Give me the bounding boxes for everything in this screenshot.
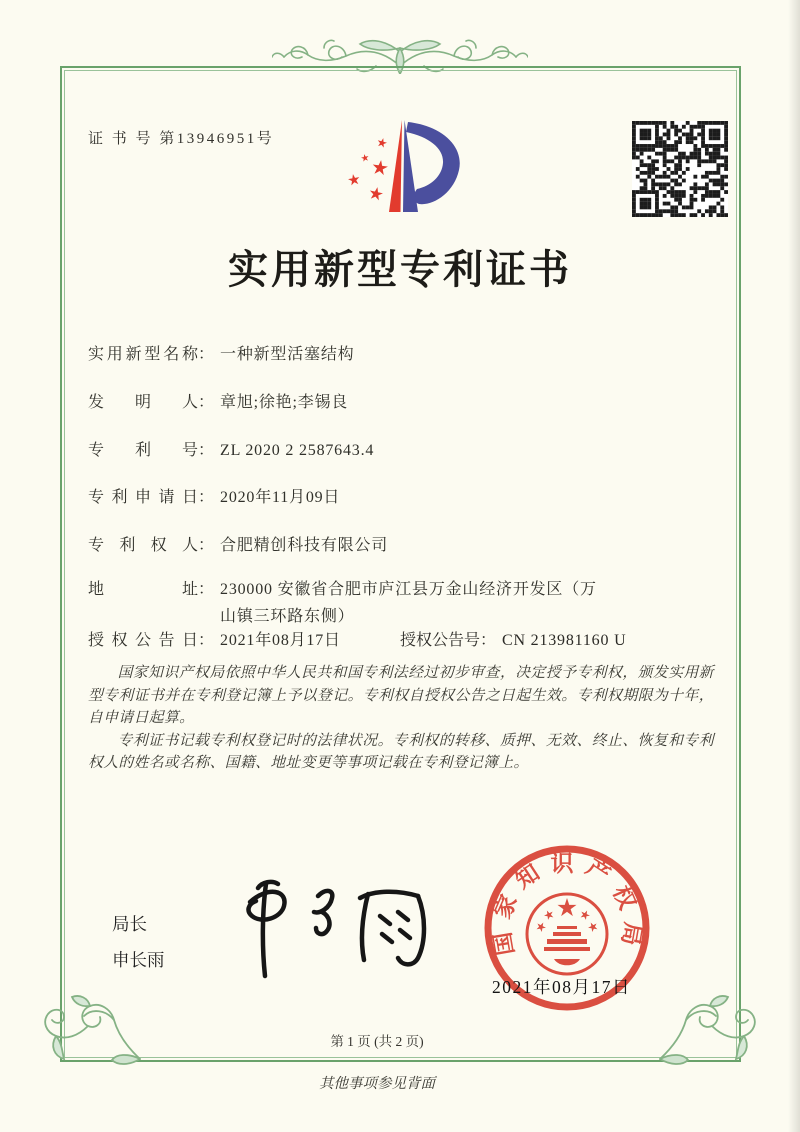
field-value: CN 213981160 U xyxy=(502,632,627,649)
field-label: 地址 xyxy=(88,581,198,598)
field-row-grant-no xyxy=(400,627,626,654)
field-value: 230000 安徽省合肥市庐江县万金山经济开发区（万山镇三环路东侧） xyxy=(220,581,597,625)
body-paragraph-2: 专利证书记载专利权登记时的法律状况。专利权的转移、质押、无效、终止、恢复和专利权人的姓名或名称、国籍、地址变更等事项记载在专利登记簿上。 xyxy=(88,732,714,772)
colon: ： xyxy=(198,394,215,411)
colon: ： xyxy=(198,442,215,459)
certificate-number: 证 书 号 第13946951号 xyxy=(88,131,275,147)
field-value: 一种新型活塞结构 xyxy=(220,346,355,363)
field-value: 2021年08月17日 xyxy=(220,632,341,649)
seal-date: 2021年08月17日 xyxy=(492,977,631,997)
field-row-patentee xyxy=(88,532,388,559)
signature-handwriting-icon xyxy=(222,868,437,986)
field-label: 实用新型名称 xyxy=(88,346,198,363)
director-title: 局长 xyxy=(112,914,147,934)
field-label: 专利号 xyxy=(88,442,198,459)
field-value: ZL 2020 2 2587643.4 xyxy=(220,442,375,459)
field-label: 授权公告日 xyxy=(88,632,198,649)
field-row-inventors xyxy=(88,389,348,416)
field-row-grant-date xyxy=(88,627,341,654)
director-name: 申长雨 xyxy=(112,950,165,970)
certificate-title: 实用新型专利证书 xyxy=(228,247,572,292)
field-value: 合肥精创科技有限公司 xyxy=(220,537,389,554)
cnipa-logo-icon xyxy=(332,110,476,228)
field-label: 授权公告号 xyxy=(400,632,481,649)
field-row-patent-no xyxy=(88,437,374,464)
field-row-address xyxy=(88,576,602,630)
colon: ： xyxy=(198,537,215,554)
national-emblem-icon xyxy=(527,894,607,974)
colon: ： xyxy=(480,632,497,649)
field-label: 专利申请日 xyxy=(88,489,198,506)
field-label: 专利权人 xyxy=(88,537,198,554)
legal-text xyxy=(88,662,714,775)
seal-text: 国家知识产权局 xyxy=(488,850,646,958)
body-paragraph-1: 国家知识产权局依照中华人民共和国专利法经过初步审查，决定授予专利权，颁发实用新型专利证书并在专利登记簿上予以登记。专利权自授权公告之日起生效。专利权期限为十年，自申请日起算。 xyxy=(88,665,714,727)
top-garland-ornament xyxy=(272,14,528,74)
colon: ： xyxy=(198,346,215,363)
colon: ： xyxy=(198,581,215,598)
back-note: 其他事项参见背面 xyxy=(319,1076,435,1092)
field-label: 发明人 xyxy=(88,394,198,411)
page-number: 第 1 页 (共 2 页) xyxy=(330,1034,424,1049)
field-value: 2020年11月09日 xyxy=(220,489,341,506)
field-row-name xyxy=(88,341,354,368)
qr-code xyxy=(632,121,728,217)
director-block xyxy=(112,906,165,978)
field-value: 章旭;徐艳;李锡良 xyxy=(220,394,349,411)
field-row-filing-date xyxy=(88,484,340,511)
colon: ： xyxy=(198,632,215,649)
colon: ： xyxy=(198,489,215,506)
